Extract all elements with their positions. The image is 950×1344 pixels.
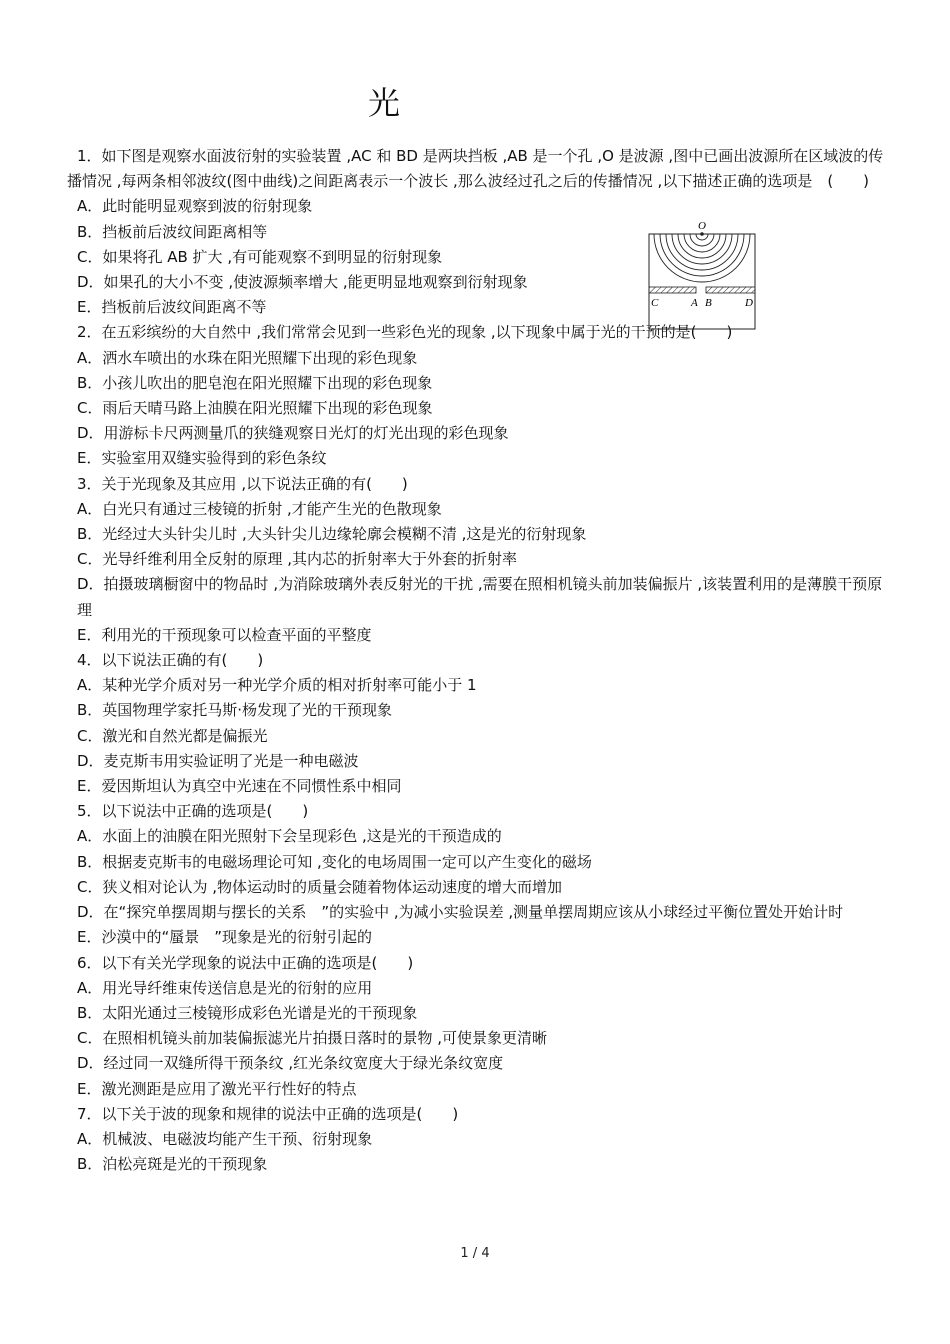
label-o: O (698, 220, 706, 232)
label-d: D (745, 297, 753, 309)
wave-fronts (654, 234, 750, 282)
question-6-option-a: A．用光导纤维束传送信息是光的衍射的应用 (77, 978, 373, 997)
question-3 (67, 472, 885, 648)
question-1-option-c: C．如果将孔 AB 扩大 ,有可能观察不到明显的衍射现象 (77, 247, 443, 266)
question-1-option-e: E．挡板前后波纹间距离不等 (77, 298, 267, 317)
question-7-stem: 7．以下关于波的现象和规律的说法中正确的选项是( ) (77, 1104, 459, 1123)
question-3-option-c: C．光导纤维利用全反射的原理 ,其内芯的折射率大于外套的折射率 (77, 550, 518, 569)
question-3-option-d: D．拍摄玻璃橱窗中的物品时 ,为消除玻璃外表反射光的干扰 ,需要在照相机镜头前加装偏振片 ,该装置利用的是薄膜干预原理 (77, 575, 883, 619)
label-c: C (651, 297, 659, 309)
question-2-stem: 2．在五彩缤纷的大自然中 ,我们常常会见到一些彩色光的现象 ,以下现象中属于光的干预的是( ) (77, 323, 733, 342)
question-6-option-e: E．激光测距是应用了激光平行性好的特点 (77, 1079, 357, 1098)
question-5-option-c: C．狭义相对论认为 ,物体运动时的质量会随着物体运动速度的增大而增加 (77, 877, 563, 896)
question-6 (67, 951, 885, 1102)
question-1-option-b: B．挡板前后波纹间距离相等 (77, 222, 268, 241)
question-1-option-d: D．如果孔的大小不变 ,使波源频率增大 ,能更明显地观察到衍射现象 (77, 273, 528, 292)
question-4-option-a: A．某种光学介质对另一种光学介质的相对折射率可能小于 1 (77, 676, 477, 695)
barrier-ac (649, 287, 696, 293)
question-list (67, 144, 885, 1177)
question-1-stem: 1．如下图是观察水面波衍射的实验装置 ,AC 和 BD 是两块挡板 ,AB 是一个孔 ,O 是波源 ,图中已画出波源所在区域波的传播情况 ,每两条相邻波纹(图中曲线)之间距离表示一个波长 ,那么波经过孔之后的传播情况 ,以下描述正确的选项是 ( ) (67, 147, 884, 191)
water-tank-outline (649, 234, 755, 329)
question-4-option-e: E．爱因斯坦认为真空中光速在不同惯性系中相同 (77, 777, 402, 796)
question-5-stem: 5．以下说法中正确的选项是( ) (77, 802, 309, 821)
question-5-option-b: B．根据麦克斯韦的电磁场理论可知 ,变化的电场周围一定可以产生变化的磁场 (77, 852, 592, 871)
question-7 (67, 1102, 885, 1178)
question-2-option-b: B．小孩儿吹出的肥皂泡在阳光照耀下出现的彩色现象 (77, 373, 433, 392)
question-7-option-b: B．泊松亮斑是光的干预现象 (77, 1155, 268, 1174)
question-5-option-e: E．沙漠中的“蜃景 ”现象是光的衍射引起的 (77, 928, 373, 947)
question-1-option-a: A．此时能明显观察到波的衍射现象 (77, 197, 313, 216)
label-b: B (705, 297, 712, 309)
wave-diffraction-diagram (645, 218, 760, 333)
question-2-option-e: E．实验室用双缝实验得到的彩色条纹 (77, 449, 327, 468)
question-2-option-d: D．用游标卡尺两测量爪的狭缝观察日光灯的灯光出现的彩色现象 (77, 424, 509, 443)
question-1 (67, 144, 885, 320)
question-6-option-c: C．在照相机镜头前加装偏振滤光片拍摄日落时的景物 ,可使景象更清晰 (77, 1029, 548, 1048)
question-6-stem: 6．以下有关光学现象的说法中正确的选项是( ) (77, 953, 414, 972)
question-3-option-a: A．白光只有通过三棱镜的折射 ,才能产生光的色散现象 (77, 499, 442, 518)
question-3-option-e: E．利用光的干预现象可以检查平面的平整度 (77, 625, 372, 644)
question-5-option-a: A．水面上的油膜在阳光照射下会呈现彩色 ,这是光的干预造成的 (77, 827, 502, 846)
question-4 (67, 648, 885, 799)
question-6-option-d: D．经过同一双缝所得干预条纹 ,红光条纹宽度大于绿光条纹宽度 (77, 1054, 504, 1073)
question-6-option-b: B．太阳光通过三棱镜形成彩色光谱是光的干预现象 (77, 1003, 418, 1022)
question-3-stem: 3．关于光现象及其应用 ,以下说法正确的有( ) (77, 474, 408, 493)
question-2-option-c: C．雨后天晴马路上油膜在阳光照耀下出现的彩色现象 (77, 399, 433, 418)
question-4-stem: 4．以下说法正确的有( ) (77, 651, 264, 670)
wave-source-point (700, 232, 704, 236)
question-2 (67, 320, 885, 471)
label-a: A (691, 297, 698, 309)
question-2-option-a: A．洒水车喷出的水珠在阳光照耀下出现的彩色现象 (77, 348, 418, 367)
question-4-option-b: B．英国物理学家托马斯·杨发现了光的干预现象 (77, 701, 393, 720)
page-title: 光 (367, 84, 402, 122)
question-4-option-c: C．激光和自然光都是偏振光 (77, 726, 268, 745)
question-3-option-b: B．光经过大头针尖儿时 ,大头针尖儿边缘轮廓会模糊不清 ,这是光的衍射现象 (77, 525, 587, 544)
page-number: 1 / 4 (460, 1246, 490, 1261)
question-5 (67, 799, 885, 950)
barrier-bd (706, 287, 755, 293)
question-7-option-a: A．机械波、电磁波均能产生干预、衍射现象 (77, 1129, 373, 1148)
question-5-option-d: D．在“探究单摆周期与摆长的关系 ”的实验中 ,为减小实验误差 ,测量单摆周期应该从小球经过平衡位置处开始计时 (77, 903, 844, 922)
question-4-option-d: D．麦克斯韦用实验证明了光是一种电磁波 (77, 751, 359, 770)
